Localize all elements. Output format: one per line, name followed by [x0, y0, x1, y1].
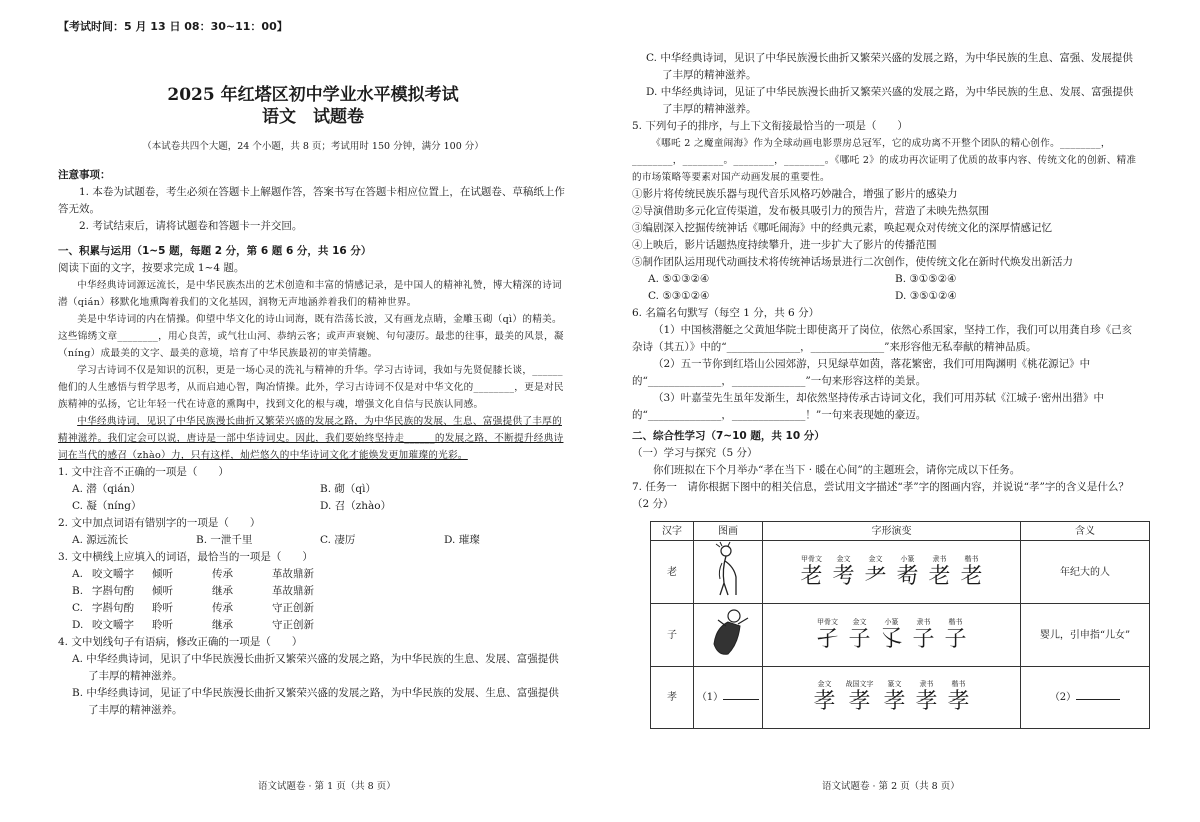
sentence-item: ④上映后，影片话题热度持续攀升，进一步扩大了影片的传播范围 [632, 239, 937, 251]
character-cell: 子 [651, 604, 694, 667]
glyph-form: 老 [800, 563, 823, 589]
character-cell: 老 [651, 541, 694, 604]
option-word: 倾听 [152, 585, 173, 597]
table-header-row [651, 522, 1150, 541]
page-2 [632, 50, 1142, 729]
glyph [848, 618, 870, 653]
reading-instruction: 阅读下面的文字，按要求完成 1~4 题。 [58, 262, 245, 274]
glyph-form: 子 [848, 626, 871, 652]
option-word: 革故鼎新 [272, 568, 314, 580]
option-word: 倾听 [152, 568, 173, 580]
option-row [58, 566, 568, 583]
option-key: C. [72, 602, 83, 614]
glyph-form: 孑 [816, 626, 839, 652]
option-word: 守正创新 [272, 619, 314, 631]
glyph [948, 680, 970, 715]
option: A. ⑤①③②④ [648, 273, 710, 285]
section-heading: 一、积累与运用（1~5 题，每题 2 分，第 6 题 6 分，共 16 分） [58, 245, 372, 257]
dictation-item: （2）五一节你到红塔山公园郊游，只见绿草如茵，落花繁密，我们可用陶渊明《桃花源记》中的“______________，______________”一句来形容这样的美景。 [632, 358, 1091, 387]
option-key: B. [72, 585, 84, 597]
glyph-form: 老 [960, 563, 983, 589]
glyph-form: 耇 [896, 563, 919, 589]
glyph-form: 耂 [864, 563, 887, 589]
glyph [883, 680, 905, 715]
glyph-sequence [763, 618, 1020, 653]
option-key: D. [72, 619, 84, 631]
meaning-cell: 婴儿，引申指“儿女” [1021, 604, 1150, 667]
option-word: 字斟句酌 [92, 585, 134, 597]
meaning-cell [1021, 667, 1150, 729]
glyph-label: 金文 [817, 680, 832, 688]
option: D. 召（zhào） [320, 500, 392, 512]
exam-info: （本试卷共四个大题，24 个小题，共 8 页；考试用时 150 分钟，满分 100 分） [142, 141, 484, 152]
question-7-stem: 7. 任务一 请你根据下图中的相关信息，尝试用文字描述“孝”字的图画内容，并说说“孝”字的含义是什么？（2 分） [632, 481, 1129, 510]
glyph-form: 孝 [883, 689, 906, 714]
question-1-options [58, 481, 568, 515]
character-evolution-table [650, 521, 1150, 729]
option: B. 砌（qì） [320, 483, 376, 495]
evolution-cell [763, 604, 1021, 667]
notice-item: 1. 本卷为试题卷，考生必须在答题卡上解题作答，答案书写在答题卡相应位置上，在试题卷、草稿纸上作答无效。 [58, 186, 565, 215]
option-word: 继承 [212, 585, 233, 597]
table-row [651, 541, 1150, 604]
option-row [58, 600, 568, 617]
character-cell: 孝 [651, 667, 694, 729]
glyph [945, 618, 967, 653]
column-header: 汉字 [651, 522, 694, 541]
meaning-cell: 年纪大的人 [1021, 541, 1150, 604]
passage-paragraph-underlined: 中华经典诗词，见识了中华民族漫长曲折又繁荣兴盛的发展之路，为中华民族的发展、生息、富强提供了丰厚的精神滋养。我们定会可以说，唐诗是一部中华诗词史。因此，我们要始终坚持走______的发展之路，不断提升经典诗词在当代的感召（zhào）力，只有这样，灿烂悠久的中华诗词文化才能焕发更加璀璨的光彩。 [58, 416, 564, 461]
question-3-stem: 3. 文中横线上应填入的词语，最恰当的一项是（ ） [58, 551, 313, 563]
glyph [913, 618, 935, 653]
glyph-form: 考 [832, 563, 855, 589]
table-row [651, 604, 1150, 667]
exam-time: 【考试时间：5 月 13 日 08：30~11：00】 [58, 20, 288, 33]
option-word: 咬文嚼字 [92, 568, 134, 580]
glyph-label: 隶书 [919, 680, 934, 688]
glyph-label: 楷书 [948, 617, 963, 626]
section-heading: 二、综合性学习（7~10 题，共 10 分） [632, 430, 825, 442]
glyph [816, 618, 838, 653]
passage-paragraph: 中华经典诗词源远流长，是中华民族杰出的艺术创造和丰富的情感记录，是中国人的精神礼赞，博大精深的诗词潜（qián）移默化地熏陶着我们的文化基因，润物无声地涵养着我们的精神世界。 [58, 280, 562, 308]
glyph-label: 小篆 [884, 617, 899, 626]
option-word: 咬文嚼字 [92, 619, 134, 631]
option: C. 凝（níng） [72, 500, 142, 512]
option-word: 聆听 [152, 602, 173, 614]
option-row [58, 617, 568, 634]
glyph-label: 楷书 [964, 554, 979, 563]
glyph-label: 隶书 [932, 554, 947, 563]
answer-label: （1） [696, 692, 724, 703]
glyph-form: 子 [912, 626, 935, 652]
glyph-form: 孝 [915, 689, 938, 714]
option: A. 中华经典诗词，见识了中华民族漫长曲折又繁荣兴盛的发展之路，为中华民族的生息、发展、富强提供了丰厚的精神滋养。 [72, 653, 559, 682]
glyph [800, 555, 822, 590]
glyph-label: 篆文 [887, 680, 902, 688]
glyph [832, 555, 854, 590]
option-word: 字斟句酌 [92, 602, 134, 614]
glyph-label: 甲骨文 [816, 617, 838, 626]
glyph-form: 孝 [813, 689, 836, 714]
evolution-cell [763, 667, 1021, 729]
option-word: 继承 [212, 619, 233, 631]
dictation-item: （1）中国核潜艇之父黄旭华院士即使离开了岗位，依然心系国家，坚持工作，我们可以用龚自珍《己亥杂诗（其五）》中的“______________，______________”来形容他无私奉献的精神品质。 [632, 324, 1133, 353]
option-key: A. [72, 568, 83, 580]
table-row [651, 667, 1150, 729]
glyph-label: 小篆 [900, 554, 915, 563]
glyph-label: 金文 [868, 554, 883, 563]
page-1 [58, 44, 568, 719]
question-5-stem: 5. 下列句子的排序，与上下文衔接最恰当的一项是（ ） [632, 120, 908, 132]
option-word: 守正创新 [272, 602, 314, 614]
passage-paragraph: 美是中华诗词的内在情操。仰望中华文化的诗山词海，既有浩荡长波，又有画龙点睛，金雕玉砌（qì）的精美。这些锦绣文章________，用心良苦，或气壮山河、恭纳云客；或声声衰婉、句句凄厉。最悲的往事，最美的风景，凝（níng）成最美的文字、最美的意境，培育了中华民族最初的审美情趣。 [58, 314, 564, 359]
option: B. ③①⑤②④ [895, 273, 957, 285]
question-6-stem: 6. 名篇名句默写（每空 1 分，共 6 分） [632, 307, 820, 319]
glyph-form: 老 [928, 563, 951, 589]
glyph-label: 甲骨文 [800, 554, 822, 563]
option: C. ⑤③①②④ [648, 290, 710, 302]
option: C. 凄厉 [320, 534, 356, 546]
column-header: 图画 [694, 522, 763, 541]
glyph-label: 战国文字 [845, 680, 874, 688]
glyph-form: 孓 [880, 626, 903, 652]
glyph [880, 618, 902, 653]
option: D. 中华经典诗词，见证了中华民族漫长曲折又繁荣兴盛的发展之路，为中华民族的生息、发展、富强提供了丰厚的精神滋养。 [646, 86, 1134, 115]
glyph [929, 555, 951, 590]
sentence-item: ⑤制作团队运用现代动画技术将传统神话场景进行二次创作，使传统文化在新时代焕发出新活力 [632, 256, 1073, 268]
glyph-form: 孝 [947, 689, 970, 714]
sentence-item: ②导演借助多元化宣传渠道，发布极具吸引力的预告片，营造了未映先热氛围 [632, 205, 989, 217]
sentence-item: ①影片将传统民族乐器与现代音乐风格巧妙融合，增强了影片的感染力 [632, 188, 958, 200]
answer-blank[interactable] [723, 699, 759, 700]
glyph-form: 孝 [848, 689, 871, 714]
dictation-item: （3）叶嘉莹先生虽年发渐生，却依然坚持传承古诗词文化，我们可用苏轼《江城子·密州出猎》中的“______________，______________！”一句来表现她的豪迈。 [632, 392, 1105, 421]
answer-label: （2） [1049, 692, 1077, 703]
picture-cell [694, 667, 763, 729]
option-word: 聆听 [152, 619, 173, 631]
option: A. 潜（qián） [72, 483, 141, 495]
sentence-item: ③编剧深入挖掘传统神话《哪吒闹海》中的经典元素，唤起观众对传统文化的深厚情感记忆 [632, 222, 1052, 234]
glyph [845, 680, 873, 715]
option-row [58, 583, 568, 600]
glyph [864, 555, 886, 590]
passage-paragraph: 学习古诗词不仅是知识的沉积，更是一场心灵的洗礼与精神的升华。学习古诗词，我如与先贤促膝长谈，______他们的人生感悟与哲学思考，从而启迪心智，陶冶情操。此外，学习古诗词不仅是对中华文化的________，更是对民族精神的弘扬，它让年轻一代在诗意的熏陶中，找到文化的根与魂，增强文化自信与民族认同感。 [58, 365, 564, 410]
glyph-sequence [763, 680, 1020, 715]
swaddled-baby-picture [698, 604, 758, 660]
question-2-options [58, 532, 568, 549]
glyph [897, 555, 919, 590]
picture-cell [694, 541, 763, 604]
option: D. ③⑤①②④ [895, 290, 957, 302]
glyph-label: 楷书 [951, 680, 966, 688]
notice-item: 2. 考试结束后，请将试题卷和答题卡一并交回。 [79, 220, 303, 232]
option: A. 源远流长 [72, 534, 129, 546]
evolution-cell [763, 541, 1021, 604]
page-footer: 语文试题卷 · 第 1 页（共 8 页） [258, 781, 396, 792]
exam-title: 2025 年红塔区初中学业水平模拟考试 [167, 85, 459, 105]
question-2-stem: 2. 文中加点词语有错别字的一项是（ ） [58, 517, 261, 529]
old-man-picture [698, 541, 758, 597]
task-intro: 你们班拟在下个月举办“孝在当下 · 暖在心间”的主题班会，请你完成以下任务。 [653, 464, 1021, 476]
answer-blank[interactable] [1076, 699, 1120, 700]
question-4-stem: 4. 文中划线句子有语病，修改正确的一项是（ ） [58, 636, 303, 648]
exam-subject-title: 语文 试题卷 [262, 107, 364, 127]
glyph-label: 金文 [836, 554, 851, 563]
option-word: 传承 [212, 568, 233, 580]
column-header: 含义 [1021, 522, 1150, 541]
option: B. 一泄千里 [196, 534, 253, 546]
picture-cell [694, 604, 763, 667]
option-word: 革故鼎新 [272, 585, 314, 597]
notice-heading: 注意事项： [58, 169, 111, 181]
glyph [813, 680, 835, 715]
glyph [961, 555, 983, 590]
glyph-sequence [763, 555, 1020, 590]
option: C. 中华经典诗词，见识了中华民族漫长曲折又繁荣兴盛的发展之路，为中华民族的生息、富强、发展提供了丰厚的精神滋养。 [646, 52, 1133, 81]
glyph-form: 子 [944, 626, 967, 652]
option: B. 中华经典诗词，见证了中华民族漫长曲折又繁荣兴盛的发展之路，为中华民族的发展、生息、富强提供了丰厚的精神滋养。 [72, 687, 559, 716]
option-word: 传承 [212, 602, 233, 614]
option: D. 璀璨 [444, 534, 480, 546]
page-footer: 语文试题卷 · 第 2 页（共 8 页） [822, 781, 960, 792]
subsection-heading: （一）学习与探究（5 分） [632, 447, 758, 459]
question-5-passage: 《哪吒 2 之魔童闹海》作为全球动画电影票房总冠军，它的成功离不开整个团队的精心创作。________，________，________。________，________。《哪吒 2》的成功再次证明了优质的故事内容、传统文化的创新、精准的市场策略等要素对国产动画发展的重要性。 [632, 138, 1137, 183]
column-header: 字形演变 [763, 522, 1021, 541]
question-5-options [632, 271, 1142, 305]
glyph-label: 隶书 [916, 617, 931, 626]
question-3-options [58, 566, 568, 634]
glyph [916, 680, 938, 715]
glyph-label: 金文 [852, 617, 867, 626]
question-1-stem: 1. 文中注音不正确的一项是（ ） [58, 466, 229, 478]
